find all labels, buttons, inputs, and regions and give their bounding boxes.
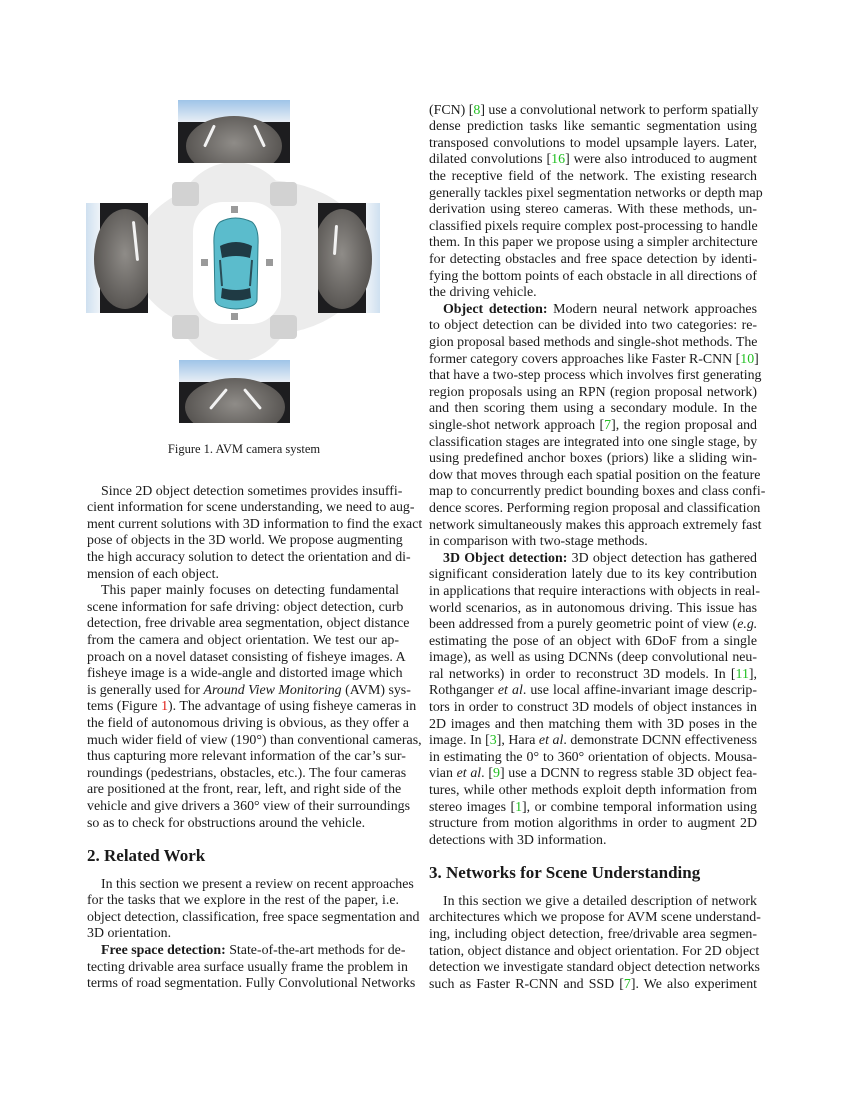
text-segment: from the camera and object orientation. We test our ap- [87, 633, 399, 649]
text-segment: ]. We also experiment [630, 976, 757, 992]
text-segment: In this section we give a detailed description of network [443, 893, 757, 909]
text-line [429, 401, 757, 418]
run-in-heading: Free space detection: [101, 942, 226, 958]
rear-camera-marker [231, 313, 238, 320]
text-segment: structure from motion algorithms in order to augment 2D [429, 816, 757, 832]
text-segment: the driving vehicle. [429, 285, 537, 301]
text-segment: Since 2D object detection sometimes provides insuffi- [101, 483, 403, 499]
text-segment: the high accuracy solution to detect the orientation and di- [87, 550, 411, 566]
section-heading: 2. Related Work [87, 845, 206, 865]
text-line [429, 650, 757, 667]
figure-reference-link[interactable]: 1 [161, 699, 169, 715]
text-line [429, 927, 757, 944]
text-segment: image), as well as using DCNNs (deep convolutional neu- [429, 650, 757, 666]
text-segment: the field of autonomous driving is obvious, as they offer a [87, 716, 409, 731]
paragraph [429, 893, 761, 994]
front-camera-marker [231, 206, 238, 213]
text-segment: for the tasks that we explore in the rest of the paper, i.e. [87, 893, 399, 909]
text-line [429, 418, 757, 435]
italic-text: et al [497, 683, 523, 699]
text-segment: much wider field of view (190°) than conventional cameras, [87, 732, 422, 748]
text-segment: generally tackles pixel segmentation networks or depth map [429, 185, 763, 201]
text-line [87, 893, 399, 910]
text-line [429, 119, 757, 136]
text-segment: detection, free drivable area segmentation, object distance [87, 616, 410, 632]
text-line [87, 765, 407, 783]
text-segment: thus capturing more relevant information of the car’s sur- [87, 749, 406, 765]
text-line [87, 550, 411, 567]
text-segment: roundings (pedestrians, obstacles, etc.). The four cameras [87, 765, 407, 781]
citation-link[interactable]: 1 [515, 799, 523, 815]
text-segment: them. In this paper we propose using a simpler architecture [429, 235, 758, 251]
text-line [429, 252, 757, 269]
text-line [87, 716, 409, 733]
text-segment: dense prediction tasks like semantic segmentation using [429, 119, 757, 135]
text-segment: network simultaneously makes this approach extremely fast [429, 517, 762, 533]
text-segment: This paper mainly focuses on detecting fundamental [101, 583, 399, 599]
text-segment: ], [748, 666, 757, 682]
text-segment: (FCN) [ [429, 102, 474, 118]
text-line [429, 185, 763, 203]
text-line [429, 683, 757, 700]
text-segment: ], the region proposal and [611, 417, 757, 433]
text-line [429, 534, 757, 551]
run-in-heading: Object detection: [443, 301, 548, 317]
paragraph [87, 583, 422, 832]
text-segment: Modern neural network approaches [547, 301, 757, 317]
text-line [87, 959, 408, 977]
text-line [429, 766, 757, 783]
text-segment: stereo images [ [429, 799, 516, 815]
text-line [429, 451, 757, 468]
text-line [87, 732, 422, 750]
text-line [429, 269, 757, 286]
left-camera-marker [201, 259, 208, 266]
text-line [87, 666, 403, 683]
text-line [429, 816, 757, 833]
text-line [87, 798, 411, 816]
paragraph [429, 550, 760, 850]
text-segment: pose of objects in the 3D world. We propose augmenting [87, 533, 403, 549]
text-line [429, 551, 757, 568]
section-heading: 3. Networks for Scene Understanding [429, 863, 701, 883]
text-line [429, 943, 760, 961]
text-segment: transposed convolutions to model upsample layers. Later, [429, 135, 757, 151]
text-line [87, 633, 399, 650]
text-segment: dow that moves through each spatial position on the feature [429, 467, 761, 483]
text-segment: 2D images and then matching them with 3D poses in the [429, 716, 757, 732]
text-segment: to object detection can be divided into two categories: re- [429, 318, 757, 334]
text-line [429, 202, 757, 219]
text-segment: for detecting obstacles and free space detection by identi- [429, 252, 757, 268]
text-line [429, 352, 757, 369]
text-segment: classified pixels require complex post-processing to handle [429, 218, 758, 234]
left-camera-image [86, 203, 148, 313]
paragraph [87, 876, 420, 943]
text-line [429, 960, 760, 977]
text-segment: vian [429, 766, 457, 782]
text-line [429, 467, 761, 485]
text-line [429, 136, 757, 153]
text-line [429, 169, 757, 186]
text-line [429, 152, 757, 169]
text-line [87, 567, 399, 584]
text-segment: detection we investigate standard object detection networks [429, 960, 760, 976]
text-segment: . use local affine-invariant image descrip- [522, 683, 758, 699]
text-line [429, 517, 762, 535]
text-segment: region proposals using an RPN (region proposal network) [429, 384, 757, 400]
text-segment: ] use a convolutional network to perform spatially [480, 102, 759, 118]
text-segment: former category covers approaches like Faster R-CNN [ [429, 351, 741, 367]
text-line [87, 583, 399, 600]
text-line [87, 699, 417, 716]
text-segment: tation, object distance and object orientation. For 2D object [429, 943, 760, 959]
car-top-view-icon [180, 200, 290, 330]
text-line [429, 103, 757, 120]
text-line [87, 749, 406, 766]
text-segment: proach on a novel dataset consisting of fisheye images. A [87, 649, 406, 665]
text-line [87, 976, 416, 993]
text-segment: in applications that require interactions with objects in real- [429, 583, 760, 599]
text-segment: significant consideration lately due to its key contribution [429, 567, 757, 583]
text-segment: State-of-the-art methods for de- [225, 942, 406, 958]
citation-link[interactable]: 7 [604, 417, 612, 433]
text-segment: object detection, classification, free space segmentation and [87, 909, 420, 925]
text-segment: ] use a DCNN to regress stable 3D object fea- [499, 766, 757, 782]
text-segment: ], or combine temporal information using [522, 799, 757, 815]
text-segment: tures, while other methods exploit depth information from [429, 783, 757, 799]
text-segment: estimating the pose of an object with 6DoF from a single [429, 633, 757, 649]
text-line [429, 368, 762, 385]
text-segment: scene information for safe driving: object detection, curb [87, 599, 404, 615]
text-line [429, 235, 757, 252]
text-line [87, 782, 402, 799]
text-segment: so as to check for obstructions around the vehicle. [87, 815, 366, 831]
text-line [429, 484, 766, 501]
paragraph [429, 102, 763, 302]
text-segment: (AVM) sys- [341, 682, 411, 698]
text-line [87, 599, 404, 617]
text-line [429, 667, 757, 684]
text-line [87, 926, 399, 943]
text-segment: is generally used for [87, 682, 204, 698]
text-line [87, 483, 403, 501]
text-line [429, 219, 757, 236]
italic-text: et al [456, 766, 482, 782]
text-segment: image. In [ [429, 733, 490, 749]
text-segment: and then scoring them using a secondary module. In the [429, 401, 757, 417]
text-segment: been addressed from a purely geometric point of view ( [429, 617, 738, 633]
citation-link[interactable]: 10 [740, 351, 755, 367]
text-line [87, 616, 410, 633]
text-segment: map to concurrently predict bounding boxes and class confi- [429, 484, 766, 500]
citation-link[interactable]: 8 [473, 102, 481, 118]
text-line [429, 717, 757, 734]
text-segment: architectures which we propose for AVM scene understand- [429, 910, 761, 926]
text-segment: fisheye image is a wide-angle and distorted image which [87, 666, 403, 682]
text-segment: mension of each object. [87, 566, 219, 582]
right-column [429, 102, 766, 994]
text-segment: fying the bottom points of each obstacle in all directions of [429, 268, 757, 284]
text-segment: In this section we present a review on recent approaches [101, 876, 414, 892]
text-line [429, 385, 757, 402]
text-segment: single-shot network approach [ [429, 417, 605, 433]
citation-link[interactable]: 11 [735, 666, 749, 682]
text-segment: ing, including object detection, free/drivable area segmen- [429, 926, 757, 942]
text-line [429, 601, 757, 618]
text-segment: ], Hara [496, 733, 539, 749]
text-segment: detections with 3D information. [429, 832, 607, 848]
text-segment: classification stages are integrated into one single stage, by [429, 434, 758, 450]
left-column [87, 483, 423, 993]
text-line [87, 909, 420, 927]
right-camera-image [318, 203, 380, 313]
text-segment: tems (Figure [87, 699, 162, 715]
text-segment: ] were also introduced to augment [565, 152, 758, 168]
citation-link[interactable]: 9 [492, 766, 500, 782]
rear-camera-image [179, 360, 290, 423]
italic-text: et al [538, 733, 564, 749]
text-segment: are positioned at the front, rear, left, and right side of the [87, 782, 402, 798]
text-segment: Rothganger [429, 683, 498, 699]
text-segment: tecting drivable area surface usually frame the problem in [87, 959, 408, 975]
text-segment: in estimating the 0° to 360° orientation of objects. Mousa- [429, 749, 757, 765]
front-camera-image [178, 100, 290, 163]
text-segment: such as Faster R-CNN and SSD [ [429, 976, 624, 992]
text-segment: gion proposal based methods and single-shot methods. The [429, 335, 758, 350]
text-line [87, 682, 411, 700]
text-line [429, 910, 761, 927]
text-line [429, 617, 757, 634]
text-segment: . demonstrate DCNN effectiveness [563, 733, 757, 749]
text-line [429, 567, 757, 584]
text-line [429, 634, 757, 651]
text-line [87, 942, 406, 960]
text-segment: the receptive field of the network. The existing research [429, 169, 757, 185]
text-segment: ] [754, 351, 759, 367]
text-segment: dilated convolutions [ [429, 152, 552, 168]
text-segment: ). The advantage of using fisheye cameras in [168, 699, 417, 715]
text-segment: ral networks) in order to reconstruct 3D models. In [ [429, 666, 736, 682]
figure-caption: Figure 1. AVM camera system [167, 442, 321, 456]
italic-text: Around View Monitoring [203, 682, 342, 698]
text-segment: terms of road segmentation. Fully Convolutional Networks [87, 976, 416, 992]
text-line [429, 700, 757, 717]
text-segment: ment current solutions with 3D information to find the exact [87, 516, 423, 532]
text-line [429, 750, 757, 767]
text-line [429, 435, 757, 452]
text-line [429, 583, 760, 601]
text-segment: in comparison with two-stage methods. [429, 534, 648, 550]
text-segment: derivation using stereo cameras. With these methods, un- [429, 202, 757, 218]
text-line [87, 649, 406, 667]
text-segment: vehicle and give drivers a 360° view of their surroundings [87, 798, 411, 814]
text-segment: 3D orientation. [87, 926, 172, 942]
text-line [429, 733, 757, 750]
text-line [429, 335, 757, 352]
text-segment: 3D object detection has gathered [567, 550, 757, 566]
text-line [429, 800, 757, 817]
text-line [429, 977, 757, 994]
right-camera-marker [266, 259, 273, 266]
text-segment: cient information for scene understanding, we need to aug- [87, 500, 415, 516]
text-line [87, 876, 414, 894]
text-segment: using predefined anchor boxes (priors) like a sliding win- [429, 451, 757, 467]
text-segment: tors in order to construct 3D models of object instances in [429, 700, 757, 716]
text-line [87, 516, 423, 534]
italic-text: e.g. [737, 617, 758, 633]
text-segment: world scenarios, as in autonomous driving. This issue has [429, 600, 757, 616]
citation-link[interactable]: 3 [489, 733, 497, 749]
text-line [87, 500, 415, 517]
text-line [429, 500, 761, 518]
text-line [429, 783, 757, 800]
text-line [429, 833, 757, 850]
text-line [429, 285, 757, 302]
text-segment: . [ [481, 766, 493, 782]
figure-avm-camera-system [80, 95, 380, 435]
paragraph [87, 483, 423, 584]
text-line [429, 318, 757, 335]
text-line [429, 302, 757, 319]
text-line [87, 533, 403, 550]
text-line [429, 894, 757, 911]
run-in-heading: 3D Object detection: [443, 550, 568, 566]
citation-link[interactable]: 7 [623, 976, 631, 992]
paragraph [87, 942, 416, 993]
text-segment: dence scores. Performing region proposal and classification [429, 500, 761, 516]
text-segment: that have a two-step process which involves first generating [429, 368, 762, 384]
citation-link[interactable]: 16 [551, 152, 566, 168]
paragraph [429, 301, 766, 551]
text-line [87, 816, 399, 833]
